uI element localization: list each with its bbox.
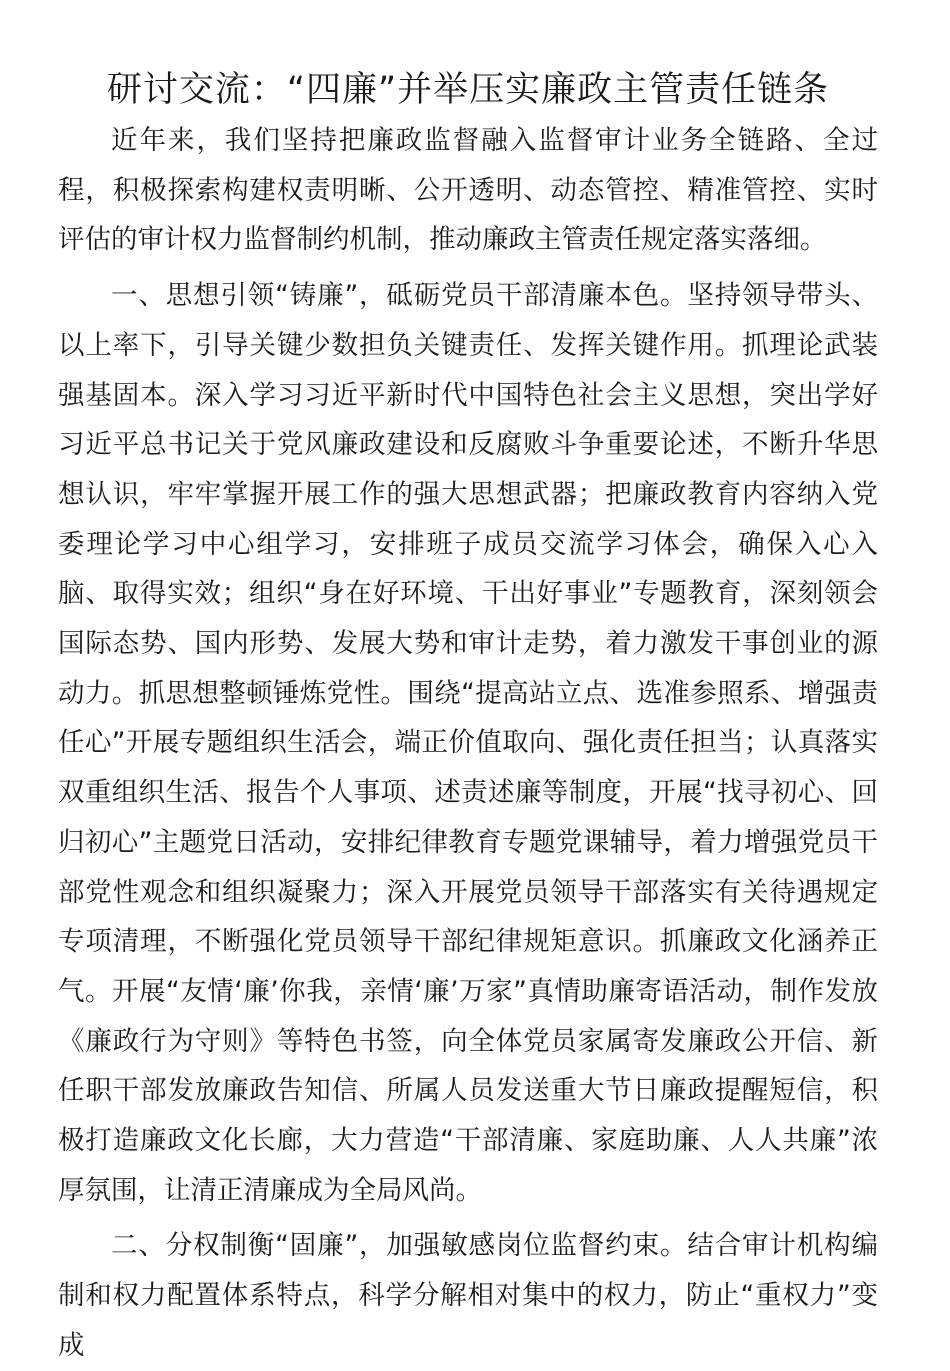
paragraph-section-2: 二、分权制衡“固廉”，加强敏感岗位监督约束。结合审计机构编制和权力配置体系特点，科学分解相对集中的权力，防止“重权力”变成 xyxy=(58,1230,878,1361)
paragraph-section-1: 一、思想引领“铸廉”，砥砺党员干部清廉本色。坚持领导带头、以上率下，引导关键少数担负关键责任、发挥关键作用。抓理论武装强基固本。深入学习习近平新时代中国特色社会主义思想，突出学好习近平总书记关于党风廉政建设和反腐败斗争重要论述，不断升华思想认识，牢牢掌握开展工作的强大思想武器；把廉政教育内容纳入党委理论学习中心组学习，安排班子成员交流学习体会，确保入心入脑、取得实效；组织“身在好环境、干出好事业”专题教育，深刻领会国际态势、国内形势、发展大势和审计走势，着力激发干事创业的源动力。抓思想整顿锤炼党性。围绕“提高站立点、选准参照系、增强责任心”开展专题组织生活会，端正价值取向、强化责任担当；认真落实双重组织生活、报告个人事项、述责述廉等制度，开展“找寻初心、回归初心”主题党日活动，安排纪律教育专题党课辅导，着力增强党员干部党性观念和组织凝聚力；深入开展党员领导干部落实有关待遇规定专项清理，不断强化党员领导干部纪律规矩意识。抓廉政文化涵养正气。开展“友情‘廉’你我，亲情‘廉’万家”真情助廉寄语活动，制作发放《廉政行为守则》等特色书签，向全体党员家属寄发廉政公开信、新任职干部发放廉政告知信、所属人员发送重大节日廉政提醒短信，积极打造廉政文化长廊，大力营造“干部清廉、家庭助廉、人人共廉”浓厚氛围，让清正清廉成为全局风尚。 xyxy=(58,280,878,1206)
document-page xyxy=(58,64,878,1371)
document-title: 研讨交流：“四廉”并举压实廉政主管责任链条 xyxy=(106,70,830,110)
paragraph-intro: 近年来，我们坚持把廉政监督融入监督审计业务全链路、全过程，积极探索构建权责明晰、公开透明、动态管控、精准管控、实时评估的审计权力监督制约机制，推动廉政主管责任规定落实落细。 xyxy=(58,125,878,256)
